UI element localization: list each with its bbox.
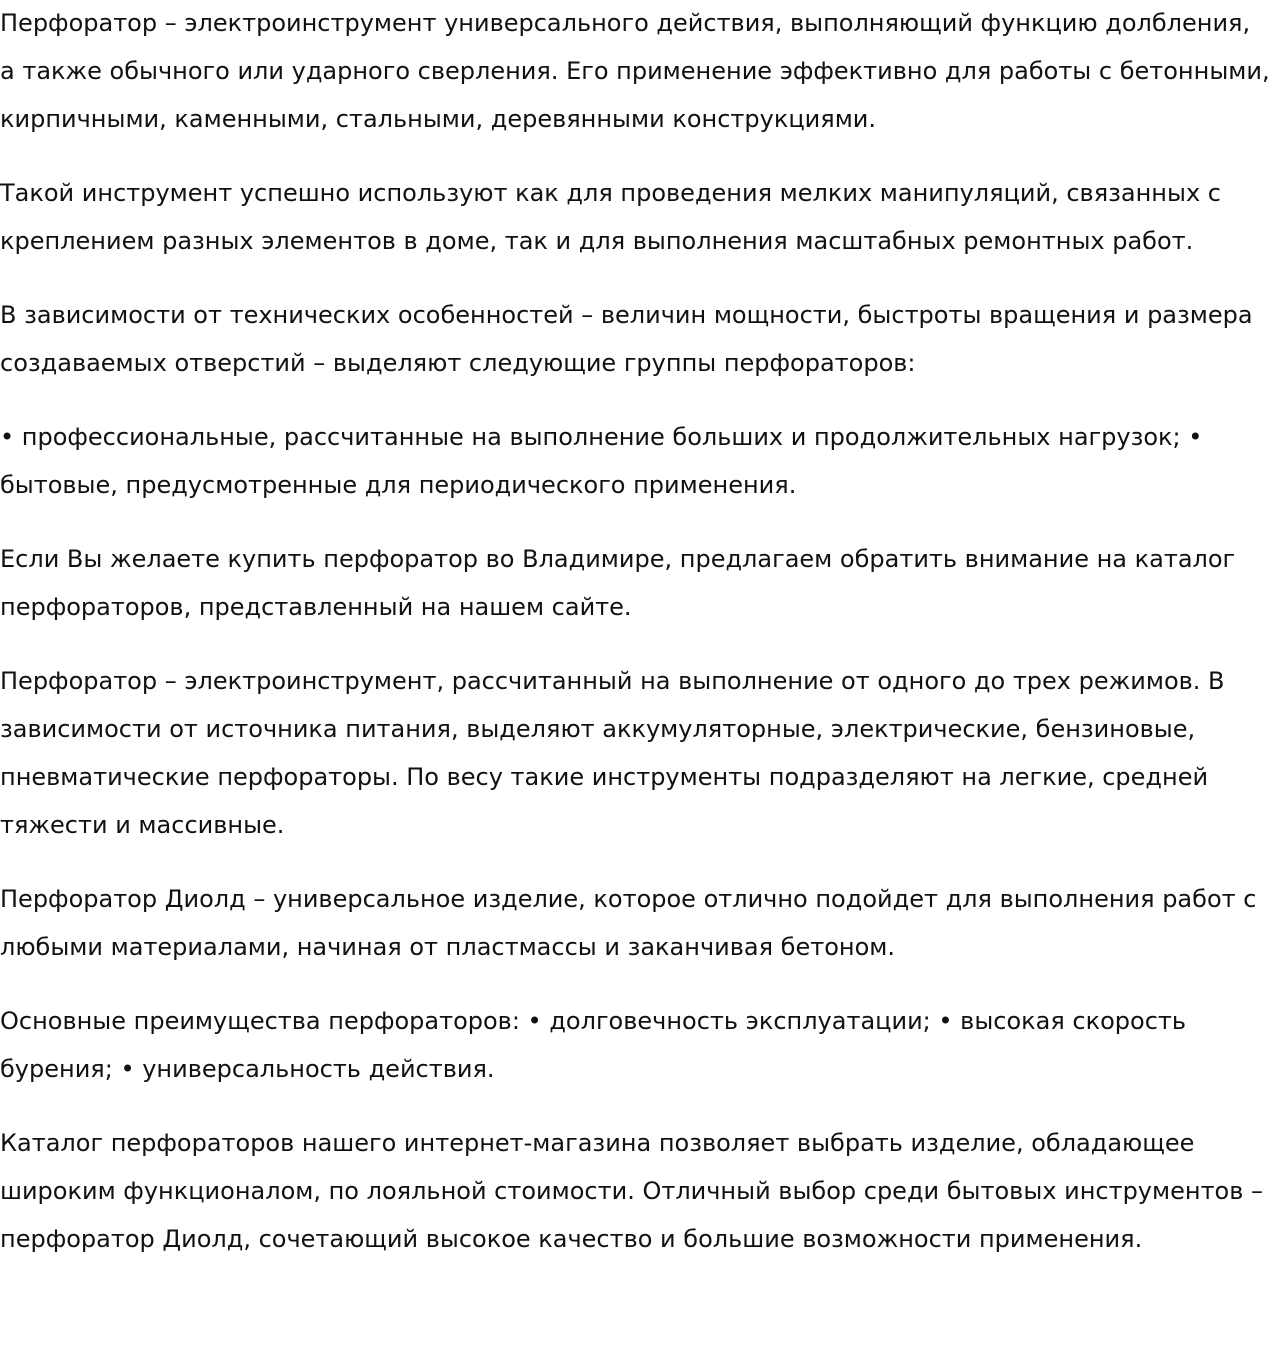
paragraph-group-list: • профессиональные, рассчитанные на выполнение больших и продолжительных нагрузок; • бытовые, предусмотренные для периодического применения. (0, 423, 1203, 499)
paragraph-advantages: Основные преимущества перфораторов: • долговечность эксплуатации; • высокая скорость бурения; • универсальность действия. (0, 1007, 1187, 1083)
paragraph-groups: В зависимости от технических особенностей – величин мощности, быстроты вращения и размера создаваемых отверстий – выделяют следующие группы перфораторов: (0, 301, 1253, 377)
paragraph-buy: Если Вы желаете купить перфоратор во Владимире, предлагаем обратить внимание на каталог перфораторов, представленный на нашем сайте. (0, 545, 1236, 621)
paragraph-usage: Такой инструмент успешно используют как для проведения мелких манипуляций, связанных с креплением разных элементов в доме, так и для выполнения масштабных ремонтных работ. (0, 179, 1221, 255)
paragraph-modes: Перфоратор – электроинструмент, рассчитанный на выполнение от одного до трех режимов. В зависимости от источника питания, выделяют аккумуляторные, электрические, бензиновые, пневматические перфораторы. По весу такие инструменты подразделяют на легкие, средней тяжести и массивные. (0, 667, 1225, 839)
paragraph-catalog: Каталог перфораторов нашего интернет-магазина позволяет выбрать изделие, обладающее широким функционалом, по лояльной стоимости. Отличный выбор среди бытовых инструментов – перфоратор Диолд, сочетающий высокое качество и большие возможности применения. (0, 1129, 1263, 1253)
paragraph-intro: Перфоратор – электроинструмент универсального действия, выполняющий функцию долбления, а также обычного или ударного сверления. Его применение эффективно для работы с бетонными, кирпичными, каменными, стальными, деревянными конструкциями. (0, 9, 1270, 133)
paragraph-diold: Перфоратор Диолд – универсальное изделие, которое отлично подойдет для выполнения работ с любыми материалами, начиная от пластмассы и заканчивая бетоном. (0, 885, 1257, 961)
